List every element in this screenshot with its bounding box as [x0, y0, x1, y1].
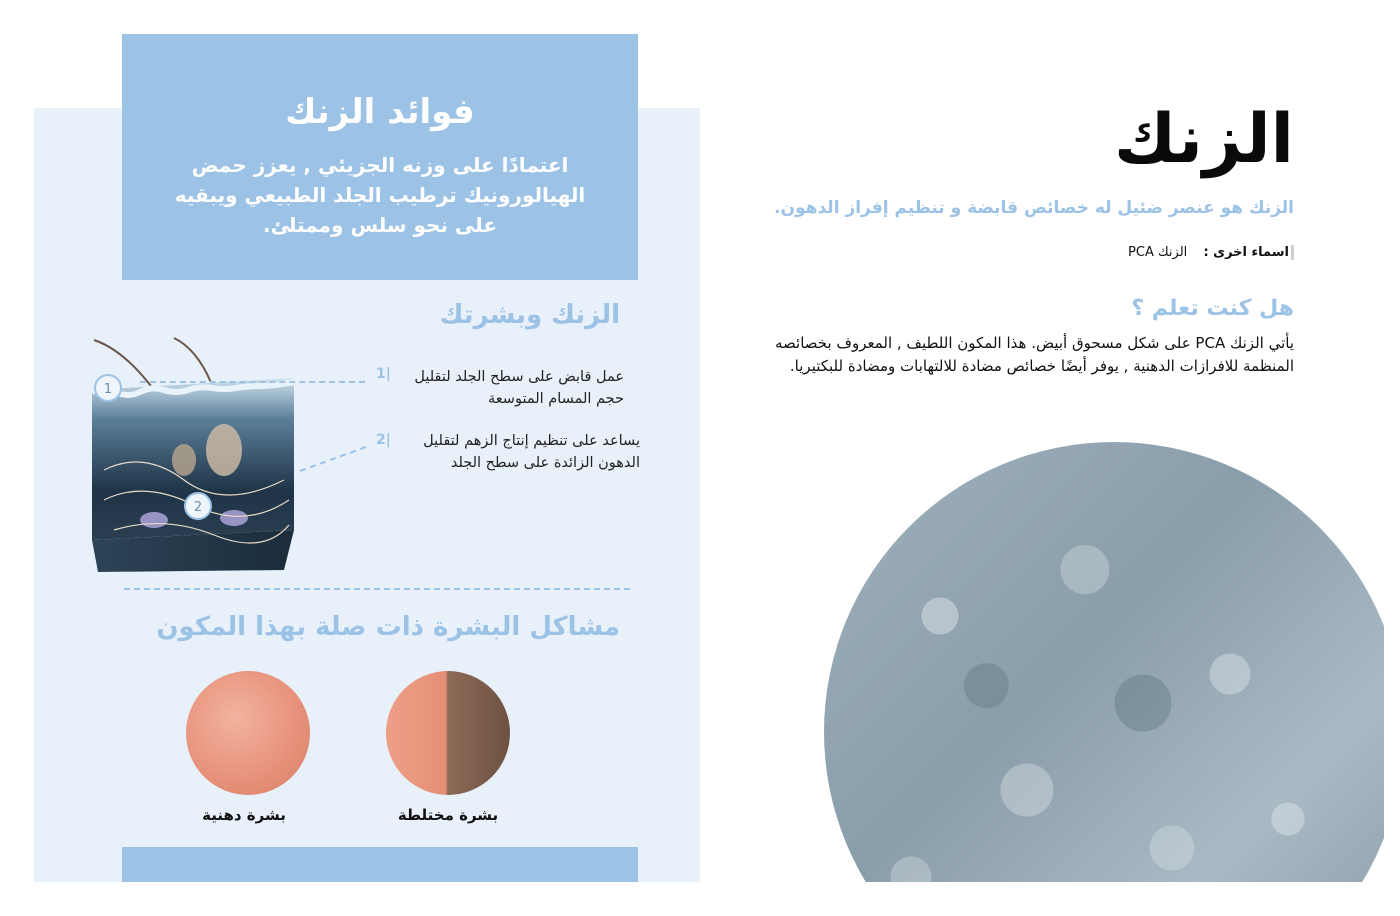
skin-layers-illustration — [84, 330, 304, 580]
zinc-texture-image — [824, 442, 1384, 882]
combination-skin-label: بشرة مختلطة — [397, 806, 499, 824]
did-you-know-text: يأتي الزنك PCA على شكل مسحوق أبيض. هذا المكون اللطيف , المعروف بخصائصه المنظمة للافرازات الدهنية , يوفر أيضًا خصائص مضادة للالتهابات ومضادة للبكتيريا. — [774, 334, 1294, 375]
other-names-value: الزنك PCA — [1128, 245, 1188, 260]
page-title: الزنك — [1114, 100, 1294, 179]
combination-skin-image — [386, 671, 510, 795]
leader-line-1 — [140, 381, 365, 383]
point-1-number: 1| — [376, 366, 391, 382]
benefits-title: فوائد الزنك — [285, 92, 475, 132]
did-you-know-title: هل كنت تعلم ؟ — [1131, 296, 1294, 321]
marker-2-label: 2 — [193, 500, 203, 515]
point-2-number: 2| — [376, 432, 391, 448]
benefits-card — [122, 34, 638, 280]
marker-1-label: 1 — [103, 382, 113, 397]
skin-section-title: الزنك وبشرتك — [439, 300, 620, 330]
page-subtitle: الزنك هو عنصر ضئيل له خصائص قابضة و تنظيم إفراز الدهون. — [774, 198, 1294, 218]
oily-skin-image — [186, 671, 310, 795]
point-1-text: عمل قابض على سطح الجلد لتقليل حجم المسام المتوسعة — [414, 369, 624, 407]
zinc-disc — [824, 442, 1384, 882]
benefits-body: اعتمادًا على وزنه الجزيئي , يعزز حمض الهيالورونيك ترطيب الجلد الطبيعي ويبقيه على نحو سلس وممتلئ. — [174, 153, 586, 237]
point-2-text: يساعد على تنظيم إنتاج الزهم لتقليل الدهون الزائدة على سطح الجلد — [423, 433, 640, 471]
bottom-accent-bar — [122, 847, 638, 882]
issues-section-title: مشاكل البشرة ذات صلة بهذا المكون — [156, 612, 620, 642]
section-divider — [124, 588, 630, 590]
other-names — [1128, 245, 1294, 260]
other-names-label: اسماء اخرى : — [1203, 245, 1289, 260]
oily-skin-label: بشرة دهنية — [202, 806, 286, 824]
